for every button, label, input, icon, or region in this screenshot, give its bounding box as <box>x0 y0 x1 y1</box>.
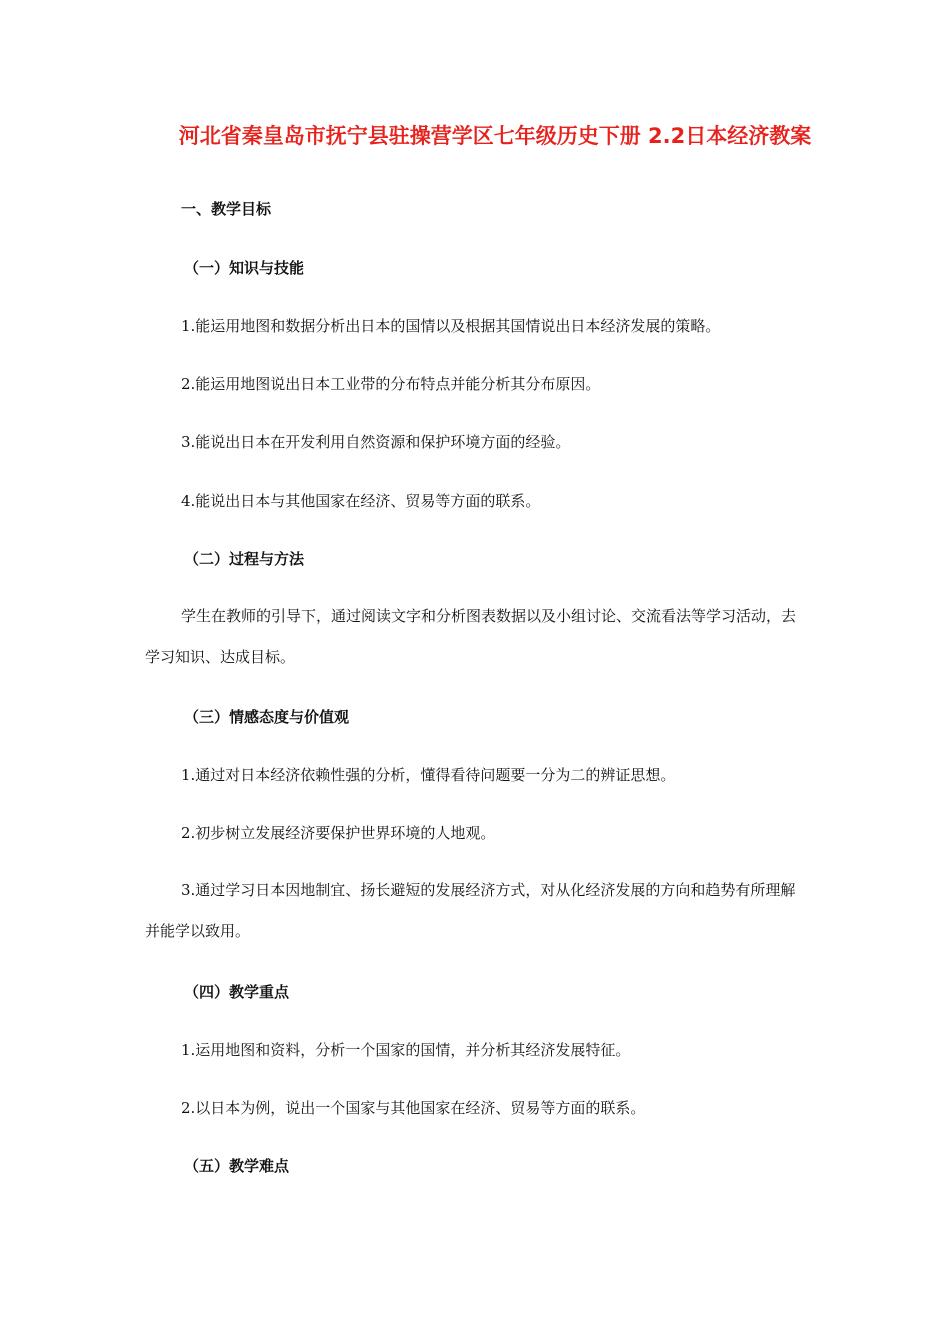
list-item: 3.能说出日本在开发利用自然资源和保护环境方面的经验。 <box>181 433 571 451</box>
document-title: 河北省秦皇岛市抚宁县驻操营学区七年级历史下册 2.2日本经济教案 <box>178 124 812 148</box>
section-heading-teaching-goals: 一、教学目标 <box>181 200 272 218</box>
subheading-difficulties: （五）教学难点 <box>184 1157 290 1175</box>
list-item: 4.能说出日本与其他国家在经济、贸易等方面的联系。 <box>181 492 541 510</box>
list-item: 2.初步树立发展经济要保护世界环境的人地观。 <box>181 824 496 842</box>
subheading-knowledge-skills: （一）知识与技能 <box>184 259 305 277</box>
list-item: 3.通过学习日本因地制宜、扬长避短的发展经济方式，对从化经济发展的方向和趋势有所理解并能学以致用。 <box>145 881 796 940</box>
list-item: 1.通过对日本经济依赖性强的分析，懂得看待问题要一分为二的辨证思想。 <box>181 766 676 784</box>
list-item: 1.能运用地图和数据分析出日本的国情以及根据其国情说出日本经济发展的策略。 <box>181 317 721 335</box>
list-item: 2.以日本为例，说出一个国家与其他国家在经济、贸易等方面的联系。 <box>181 1099 646 1117</box>
subheading-process-methods: （二）过程与方法 <box>184 550 305 568</box>
list-item: 1.运用地图和资料，分析一个国家的国情，并分析其经济发展特征。 <box>181 1041 631 1059</box>
subheading-attitude-values: （三）情感态度与价值观 <box>184 708 350 726</box>
subheading-key-points: （四）教学重点 <box>184 983 290 1001</box>
paragraph-process-methods: 学生在教师的引导下，通过阅读文字和分析图表数据以及小组讨论、交流看法等学习活动，去学习知识、达成目标。 <box>145 607 797 666</box>
list-item: 2.能运用地图说出日本工业带的分布特点并能分析其分布原因。 <box>181 375 601 393</box>
